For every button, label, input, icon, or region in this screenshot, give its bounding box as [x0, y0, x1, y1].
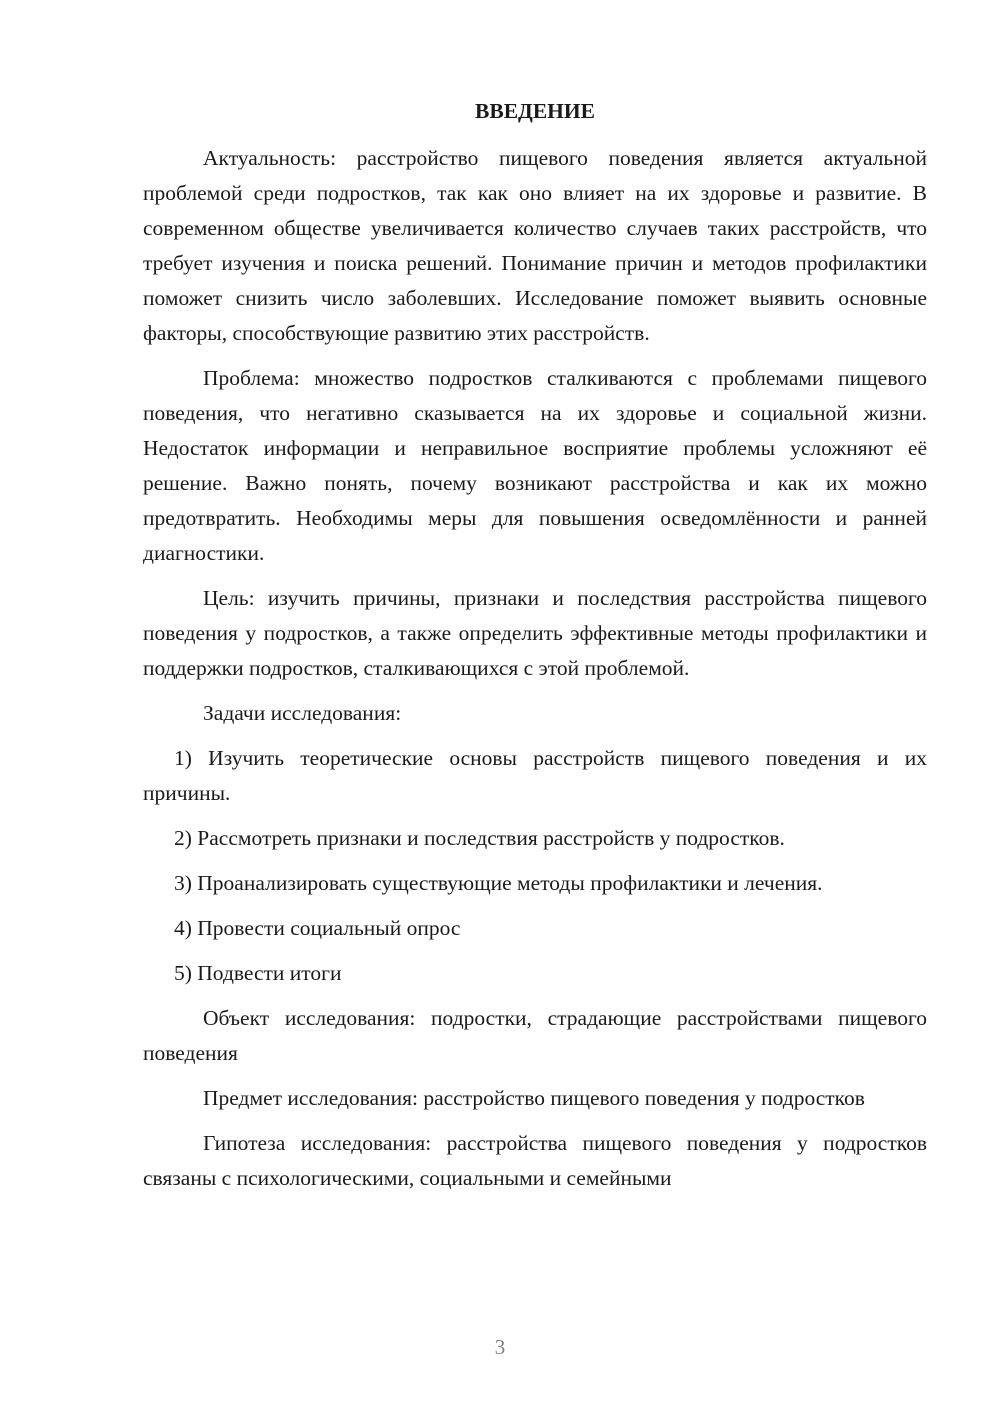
research-object-paragraph: Объект исследования: подростки, страдающие расстройствами пищевого поведения	[143, 1006, 927, 1065]
task-item: 2) Рассмотреть признаки и последствия расстройств у подростков.	[174, 826, 785, 850]
task-item: 5) Подвести итоги	[174, 961, 342, 985]
tasks-heading: Задачи исследования:	[203, 701, 402, 725]
page-number: 3	[494, 1335, 506, 1359]
research-hypothesis-paragraph: Гипотеза исследования: расстройства пищевого поведения у подростков связаны с психологическими, социальными и семейными	[143, 1131, 927, 1190]
tasks-list	[143, 741, 927, 991]
goal-paragraph: Цель: изучить причины, признаки и последствия расстройства пищевого поведения у подростков, а также определить эффективные методы профилактики и поддержки подростков, сталкивающихся с этой проблемой.	[143, 586, 927, 680]
research-subject-paragraph: Предмет исследования: расстройство пищевого поведения у подростков	[203, 1086, 865, 1110]
page-title: ВВЕДЕНИЕ	[475, 99, 595, 123]
task-item: 1) Изучить теоретические основы расстройств пищевого поведения и их причины.	[143, 746, 927, 805]
document-page	[143, 94, 927, 1206]
task-item: 4) Провести социальный опрос	[174, 916, 461, 940]
task-item: 3) Проанализировать существующие методы профилактики и лечения.	[174, 871, 823, 895]
problem-paragraph: Проблема: множество подростков сталкиваются с проблемами пищевого поведения, что негативно сказывается на их здоровье и социальной жизни. Недостаток информации и неправильное восприятие проблемы усложняют её решение. Важно понять, почему возникают расстройства и как их можно предотвратить. Необходимы меры для повышения осведомлённости и ранней диагностики.	[143, 366, 927, 565]
relevance-paragraph: Актуальность: расстройство пищевого поведения является актуальной проблемой среди подростков, так как оно влияет на их здоровье и развитие. В современном обществе увеличивается количество случаев таких расстройств, что требует изучения и поиска решений. Понимание причин и методов профилактики поможет снизить число заболевших. Исследование поможет выявить основные факторы, способствующие развитию этих расстройств.	[143, 146, 927, 345]
